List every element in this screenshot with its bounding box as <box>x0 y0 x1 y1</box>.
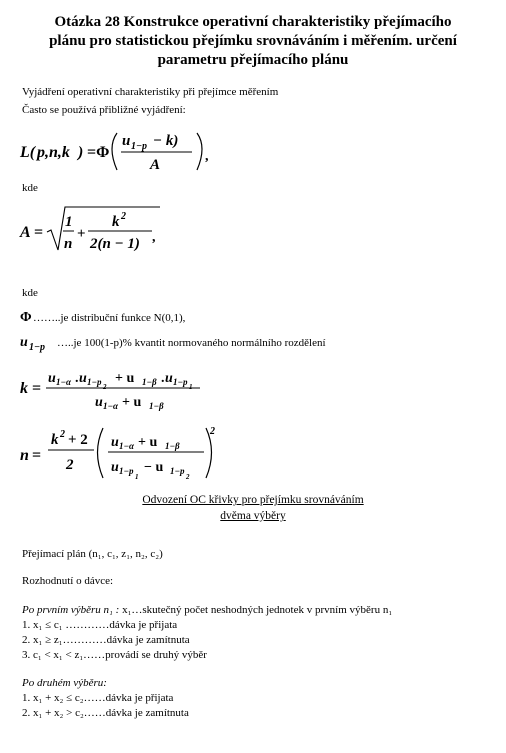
u-definition: …..je 100(1-p)% kvantit normovaného normálního rozdělení <box>57 337 326 349</box>
svg-text:u: u <box>111 435 119 450</box>
title-line-3: parametru přejímacího plánu <box>157 52 349 68</box>
svg-text:,: , <box>205 149 209 164</box>
svg-text:u: u <box>20 335 28 350</box>
first-rule-1: 1. x₁ ≤ c₁ …………dávka je přijata <box>22 619 178 631</box>
svg-text:1−p: 1−p <box>87 377 102 387</box>
svg-text:n: n <box>20 447 29 464</box>
svg-text:k: k <box>51 432 59 448</box>
svg-text:1−α: 1−α <box>103 401 118 411</box>
section-heading-line-2: dvěma výběry <box>220 510 286 522</box>
second-sample-heading: Po druhém výběru: <box>22 677 107 689</box>
section-heading-line-1: Odvození OC křivky pro přejímku srovnáváním <box>142 494 364 506</box>
svg-text:=: = <box>32 447 42 464</box>
svg-text:+ u: + u <box>122 395 142 410</box>
first-sample-heading-rest: x₁…skutečný počet neshodných jednotek v prvním výběru n₁ <box>119 604 393 616</box>
k-formula <box>20 371 200 411</box>
first-sample-heading-italic: Po prvním výběru n₁ : <box>22 604 120 616</box>
svg-text:2: 2 <box>103 383 107 391</box>
svg-text:− k): − k) <box>153 133 179 149</box>
title-line-1: Otázka 28 Konstrukce operativní charakteristiky přejímacího <box>54 14 452 30</box>
title-line-2: plánu pro statistickou přejímku srovnáváním i měřením. určení <box>49 33 457 49</box>
kde-label-2: kde <box>22 287 38 299</box>
svg-text:1: 1 <box>189 383 193 391</box>
svg-text:A: A <box>150 157 161 173</box>
svg-text:2: 2 <box>66 457 74 473</box>
svg-text:,: , <box>152 230 156 245</box>
svg-text:u: u <box>48 371 56 386</box>
svg-text:2: 2 <box>60 429 65 440</box>
first-sample-heading <box>22 603 392 617</box>
svg-text:1−β: 1−β <box>142 377 157 387</box>
svg-text:=: = <box>34 224 44 241</box>
svg-text:− u: − u <box>144 460 164 475</box>
first-rule-2: 2. x₁ ≥ z₁…………dávka je zamítnuta <box>22 634 190 646</box>
svg-text:+ 2: + 2 <box>68 432 88 448</box>
a-formula <box>19 207 160 252</box>
decision-label: Rozhodnutí o dávce: <box>22 575 114 587</box>
svg-text:.: . <box>75 371 79 386</box>
svg-text:2(n − 1): 2(n − 1) <box>90 236 140 252</box>
svg-text:+: + <box>77 226 86 242</box>
svg-text:=: = <box>32 380 42 397</box>
intro-line-1: Vyjádření operativní charakteristiky při přejímce měřením <box>22 86 279 98</box>
svg-text:+ u: + u <box>115 371 135 386</box>
svg-text:k: k <box>112 214 120 230</box>
svg-text:u: u <box>79 371 87 386</box>
svg-text:u: u <box>111 460 119 475</box>
svg-text:1−α: 1−α <box>56 377 71 387</box>
svg-text:A: A <box>20 224 31 241</box>
svg-text:1−α: 1−α <box>119 441 134 451</box>
second-rule-2: 2. x₁ + x₂ > c₂……dávka je zamítnuta <box>22 707 189 719</box>
svg-text:1−β: 1−β <box>165 441 180 451</box>
svg-text:1−p: 1−p <box>173 377 188 387</box>
svg-text:k: k <box>20 380 28 397</box>
n-formula <box>20 426 215 481</box>
svg-text:): ) <box>78 144 84 161</box>
kde-label-1: kde <box>22 182 38 194</box>
svg-text:1−p: 1−p <box>29 342 46 353</box>
section-heading <box>0 492 506 524</box>
acceptance-plan: Přejímací plán (n₁, c₁, z₁, n₂, c₂) <box>22 548 163 560</box>
svg-text:n: n <box>64 236 73 252</box>
svg-text:1: 1 <box>65 214 73 230</box>
svg-text:2: 2 <box>210 426 215 437</box>
oc-formula <box>19 133 209 173</box>
svg-text:+ u: + u <box>138 435 158 450</box>
svg-text:2: 2 <box>186 473 190 481</box>
svg-text:2: 2 <box>121 211 126 222</box>
svg-text:u: u <box>95 395 103 410</box>
svg-text:1−p: 1−p <box>119 466 134 476</box>
svg-text:1: 1 <box>135 473 139 481</box>
intro-line-2: Často se používá přibližné vyjádření: <box>22 104 186 116</box>
svg-text:L(: L( <box>20 144 36 161</box>
page-title <box>10 13 496 70</box>
svg-text:u: u <box>122 133 131 149</box>
svg-text:u: u <box>165 371 173 386</box>
svg-text:=Φ: =Φ <box>87 144 110 161</box>
u-symbol <box>20 335 45 353</box>
svg-text:1−β: 1−β <box>149 401 164 411</box>
phi-definition: ……..je distribuční funkce N(0,1), <box>33 312 186 324</box>
phi-symbol: Φ <box>20 310 32 325</box>
second-rule-1: 1. x₁ + x₂ ≤ c₂……dávka je přijata <box>22 692 174 704</box>
svg-text:1−p: 1−p <box>170 466 185 476</box>
svg-text:p,n,k: p,n,k <box>37 144 70 161</box>
svg-text:.: . <box>161 371 165 386</box>
svg-text:1−p: 1−p <box>131 141 148 152</box>
first-rule-3: 3. c₁ < x₁ < z₁……provádí se druhý výběr <box>22 649 207 661</box>
